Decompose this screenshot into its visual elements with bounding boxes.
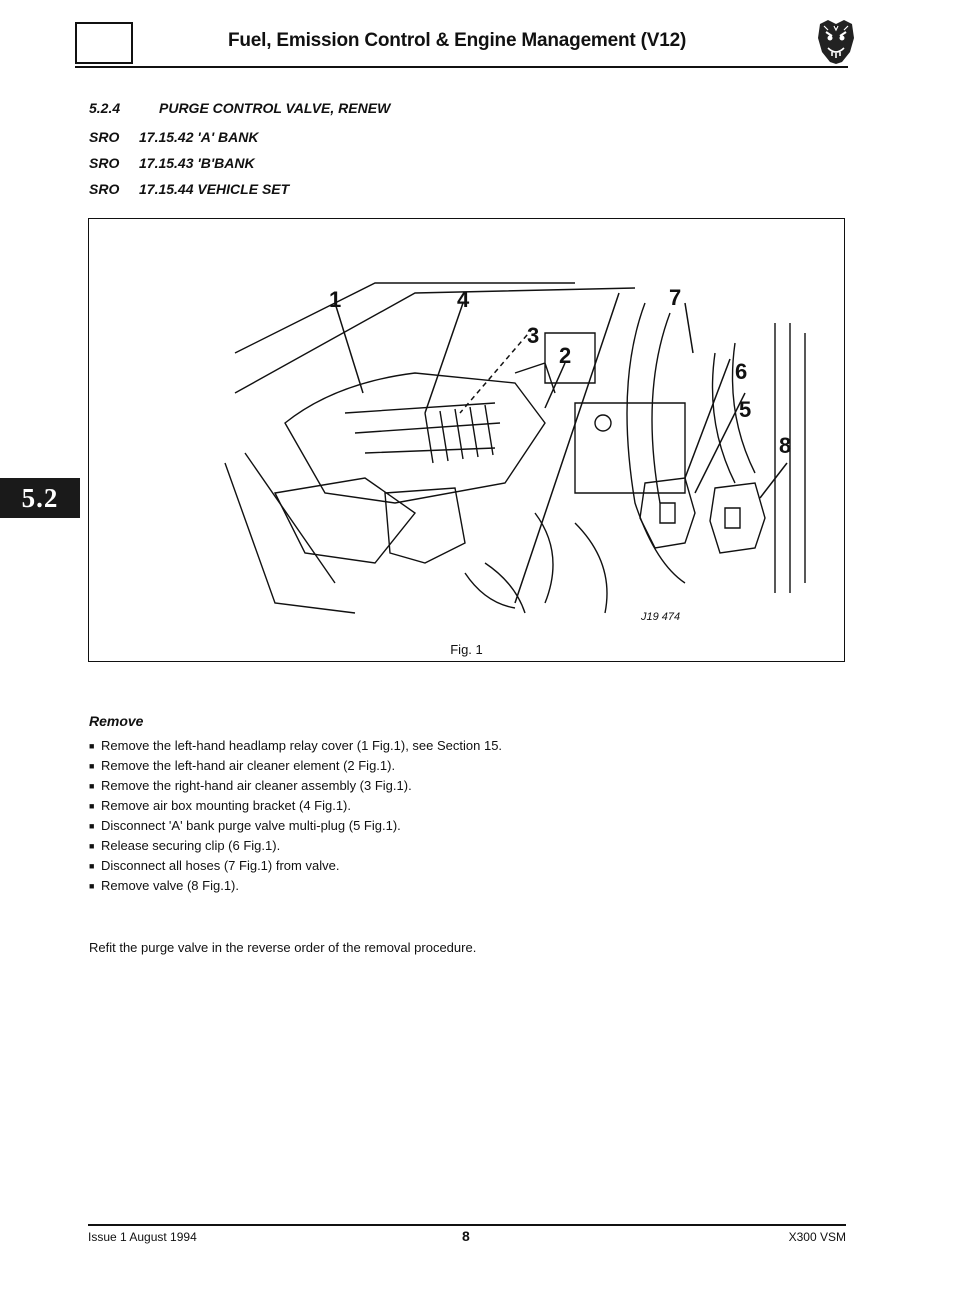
list-item: ■ Remove valve (8 Fig.1). [89,878,239,893]
callout-2: 2 [559,343,572,368]
callout-4: 4 [457,287,470,312]
list-item: ■ Remove air box mounting bracket (4 Fig.1). [89,798,351,813]
jaguar-logo-icon [814,18,858,66]
section-tab: 5.2 [0,478,80,518]
footer-doc-code: X300 VSM [788,1230,846,1244]
callout-6: 6 [735,359,748,384]
figure-reference: J19 474 [641,611,681,623]
engine-bay-illustration [215,263,815,623]
figure-frame [88,218,845,662]
section-heading [89,100,390,116]
page-title: Fuel, Emission Control & Engine Management (V12) [228,30,687,51]
callout-8: 8 [779,433,792,458]
page-number: 8 [462,1228,470,1244]
section-title: PURGE CONTROL VALVE, RENEW [159,100,391,116]
footer-issue: Issue 1 August 1994 [88,1230,197,1244]
header-rule [75,66,848,68]
sro-text: 17.15.43 'B'BANK [139,155,255,171]
header-box [75,22,133,64]
callout-7: 7 [669,285,682,310]
list-item: ■ Remove the left-hand air cleaner element (2 Fig.1). [89,758,396,773]
sro-label: SRO [89,155,120,171]
section-number: 5.2.4 [89,100,121,116]
sro-line [89,181,289,197]
sro-text: 17.15.44 VEHICLE SET [139,181,290,197]
callout-1: 1 [329,287,342,312]
figure-caption: Fig. 1 [450,642,483,657]
callout-5: 5 [739,397,752,422]
sro-label: SRO [89,181,120,197]
sro-label: SRO [89,129,120,145]
list-item: ■ Disconnect all hoses (7 Fig.1) from valve. [89,858,340,873]
list-item: ■ Release securing clip (6 Fig.1). [89,838,281,853]
remove-steps [89,736,502,896]
refit-instruction: Refit the purge valve in the reverse order of the removal procedure. [89,940,477,955]
list-item: ■ Remove the right-hand air cleaner assembly (3 Fig.1). [89,778,412,793]
sro-line [89,155,255,171]
list-item: ■ Remove the left-hand headlamp relay cover (1 Fig.1), see Section 15. [89,738,503,753]
sro-line [89,129,259,145]
sro-text: 17.15.42 'A' BANK [139,129,259,145]
footer-rule [88,1224,846,1226]
remove-heading: Remove [89,713,144,729]
callout-3: 3 [527,323,540,348]
list-item: ■ Disconnect 'A' bank purge valve multi-plug (5 Fig.1). [89,818,401,833]
